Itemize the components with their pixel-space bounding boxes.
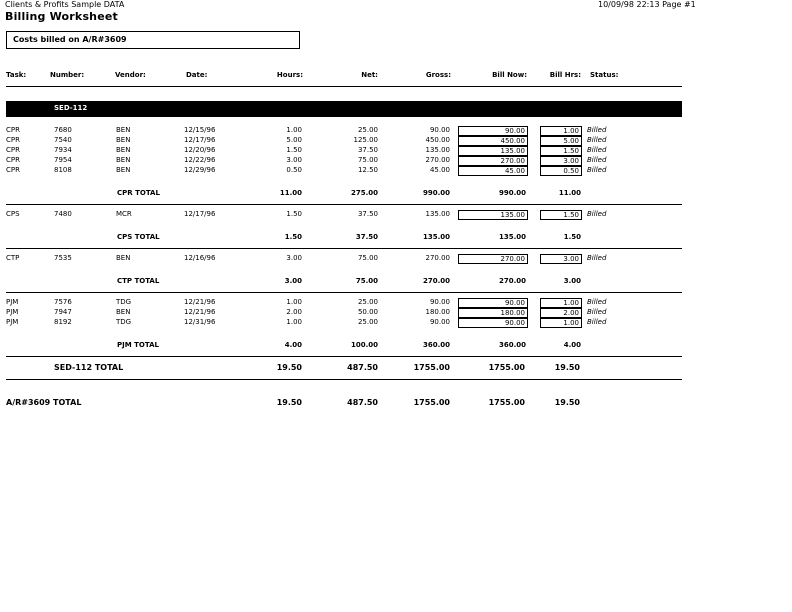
cell-status: Billed	[587, 166, 607, 174]
grand-total-hours: 19.50	[276, 398, 302, 407]
cell-vendor: BEN	[116, 136, 131, 144]
cell-task: CPR	[6, 136, 20, 144]
bill-now-field[interactable]: 90.00	[458, 298, 528, 308]
group-rule	[6, 248, 682, 249]
subtotal-net: 75.00	[355, 277, 378, 285]
subtitle-text: Costs billed on A/R#3609	[13, 35, 127, 44]
cell-date: 12/17/96	[184, 136, 216, 144]
job-total-label: SED-112 TOTAL	[54, 363, 124, 372]
cell-vendor: BEN	[116, 166, 131, 174]
subtotal-bill-now: 990.00	[498, 189, 526, 197]
cell-net: 37.50	[357, 210, 378, 218]
group-rule	[6, 204, 682, 205]
subtotal-net: 275.00	[350, 189, 378, 197]
cell-number: 8108	[54, 166, 72, 174]
cell-gross: 180.00	[425, 308, 450, 316]
job-total-hours: 19.50	[276, 363, 302, 372]
col-vendor: Vendor:	[115, 71, 146, 79]
subtotal-bill-now: 270.00	[498, 277, 526, 285]
cell-task: PJM	[6, 318, 19, 326]
cell-vendor: BEN	[116, 126, 131, 134]
bill-now-field[interactable]: 180.00	[458, 308, 528, 318]
col-bill-hrs: Bill Hrs:	[549, 71, 581, 79]
bill-now-field[interactable]: 90.00	[458, 126, 528, 136]
cell-hours: 3.00	[286, 156, 302, 164]
cell-status: Billed	[587, 156, 607, 164]
cell-date: 12/31/96	[184, 318, 216, 326]
col-net: Net:	[361, 71, 378, 79]
col-hours: Hours:	[276, 71, 303, 79]
cell-status: Billed	[587, 126, 607, 134]
cell-hours: 5.00	[286, 136, 302, 144]
cell-hours: 1.50	[286, 210, 302, 218]
cell-task: CPR	[6, 146, 20, 154]
cell-date: 12/15/96	[184, 126, 216, 134]
subtotal-net: 100.00	[350, 341, 378, 349]
job-total-rule	[6, 379, 682, 380]
bill-now-field[interactable]: 45.00	[458, 166, 528, 176]
cell-task: PJM	[6, 298, 19, 306]
job-band	[6, 101, 682, 117]
subtotal-bill-hrs: 11.00	[558, 189, 581, 197]
cell-date: 12/21/96	[184, 308, 216, 316]
subtotal-label: CTP TOTAL	[117, 277, 160, 285]
cell-number: 7680	[54, 126, 72, 134]
grand-total-gross: 1755.00	[413, 398, 450, 407]
bill-now-field[interactable]: 270.00	[458, 254, 528, 264]
job-total-gross: 1755.00	[413, 363, 450, 372]
cell-net: 125.00	[353, 136, 378, 144]
cell-gross: 270.00	[425, 156, 450, 164]
company-name: Clients & Profits Sample DATA	[5, 0, 125, 9]
subtotal-bill-hrs: 1.50	[563, 233, 581, 241]
bill-now-field[interactable]: 450.00	[458, 136, 528, 146]
cell-date: 12/20/96	[184, 146, 216, 154]
bill-hrs-field[interactable]: 3.00	[540, 254, 582, 264]
bill-hrs-field[interactable]: 0.50	[540, 166, 582, 176]
cell-number: 7540	[54, 136, 72, 144]
job-total-net: 487.50	[347, 363, 378, 372]
cell-vendor: BEN	[116, 254, 131, 262]
job-code: SED-112	[54, 104, 88, 112]
bill-now-field[interactable]: 135.00	[458, 210, 528, 220]
cell-net: 75.00	[357, 156, 378, 164]
col-date: Date:	[186, 71, 208, 79]
col-gross: Gross:	[425, 71, 451, 79]
cell-number: 8192	[54, 318, 72, 326]
cell-status: Billed	[587, 298, 607, 306]
cell-vendor: MCR	[116, 210, 132, 218]
header-rule	[6, 86, 682, 87]
cell-task: CPR	[6, 156, 20, 164]
cell-gross: 135.00	[425, 146, 450, 154]
cell-status: Billed	[587, 146, 607, 154]
subtotal-bill-now: 360.00	[498, 341, 526, 349]
subtotal-bill-hrs: 3.00	[563, 277, 581, 285]
bill-hrs-field[interactable]: 5.00	[540, 136, 582, 146]
bill-hrs-field[interactable]: 1.00	[540, 126, 582, 136]
job-total-bill-now: 1755.00	[488, 363, 525, 372]
cell-gross: 270.00	[425, 254, 450, 262]
subtotal-gross: 135.00	[422, 233, 450, 241]
subtotal-hours: 4.00	[284, 341, 302, 349]
bill-now-field[interactable]: 90.00	[458, 318, 528, 328]
cell-net: 25.00	[357, 126, 378, 134]
grand-total-net: 487.50	[347, 398, 378, 407]
cell-gross: 45.00	[429, 166, 450, 174]
subtotal-hours: 11.00	[279, 189, 302, 197]
cell-vendor: TDG	[116, 298, 132, 306]
cell-hours: 1.50	[286, 146, 302, 154]
cell-gross: 90.00	[429, 298, 450, 306]
cell-status: Billed	[587, 318, 607, 326]
bill-hrs-field[interactable]: 1.50	[540, 146, 582, 156]
cell-status: Billed	[587, 254, 607, 262]
cell-vendor: TDG	[116, 318, 132, 326]
cell-hours: 0.50	[286, 166, 302, 174]
cell-net: 37.50	[357, 146, 378, 154]
group-rule	[6, 356, 682, 357]
cell-hours: 3.00	[286, 254, 302, 262]
cell-status: Billed	[587, 308, 607, 316]
bill-now-field[interactable]: 270.00	[458, 156, 528, 166]
subtotal-gross: 990.00	[422, 189, 450, 197]
bill-now-field[interactable]: 135.00	[458, 146, 528, 156]
cell-vendor: BEN	[116, 156, 131, 164]
cell-task: CPR	[6, 166, 20, 174]
cell-net: 50.00	[357, 308, 378, 316]
subtotal-gross: 360.00	[422, 341, 450, 349]
cell-vendor: BEN	[116, 308, 131, 316]
cell-gross: 90.00	[429, 318, 450, 326]
grand-total-bill-now: 1755.00	[488, 398, 525, 407]
cell-net: 25.00	[357, 298, 378, 306]
bill-hrs-field[interactable]: 1.00	[540, 298, 582, 308]
cell-number: 7934	[54, 146, 72, 154]
cell-status: Billed	[587, 136, 607, 144]
group-rule	[6, 292, 682, 293]
subtotal-bill-now: 135.00	[498, 233, 526, 241]
subtitle-box	[6, 31, 300, 49]
cell-gross: 450.00	[425, 136, 450, 144]
job-total-bill-hrs: 19.50	[554, 363, 580, 372]
cell-task: CPS	[6, 210, 20, 218]
cell-hours: 2.00	[286, 308, 302, 316]
cell-hours: 1.00	[286, 298, 302, 306]
cell-net: 75.00	[357, 254, 378, 262]
bill-hrs-field[interactable]: 2.00	[540, 308, 582, 318]
cell-date: 12/16/96	[184, 254, 216, 262]
cell-status: Billed	[587, 210, 607, 218]
cell-net: 12.50	[357, 166, 378, 174]
cell-number: 7947	[54, 308, 72, 316]
subtotal-hours: 3.00	[284, 277, 302, 285]
bill-hrs-field[interactable]: 3.00	[540, 156, 582, 166]
cell-gross: 135.00	[425, 210, 450, 218]
cell-task: PJM	[6, 308, 19, 316]
cell-hours: 1.00	[286, 318, 302, 326]
cell-date: 12/17/96	[184, 210, 216, 218]
cell-number: 7954	[54, 156, 72, 164]
bill-hrs-field[interactable]: 1.50	[540, 210, 582, 220]
grand-total-bill-hrs: 19.50	[554, 398, 580, 407]
subtotal-bill-hrs: 4.00	[563, 341, 581, 349]
grand-total-label: A/R#3609 TOTAL	[6, 398, 82, 407]
cell-date: 12/21/96	[184, 298, 216, 306]
col-bill-now: Bill Now:	[492, 71, 527, 79]
cell-date: 12/22/96	[184, 156, 216, 164]
col-task: Task:	[6, 71, 27, 79]
cell-number: 7480	[54, 210, 72, 218]
subtotal-gross: 270.00	[422, 277, 450, 285]
cell-number: 7535	[54, 254, 72, 262]
cell-hours: 1.00	[286, 126, 302, 134]
report-timestamp: 10/09/98 22:13 Page #1	[598, 0, 696, 9]
report-title: Billing Worksheet	[5, 10, 118, 23]
cell-vendor: BEN	[116, 146, 131, 154]
cell-task: CTP	[6, 254, 20, 262]
subtotal-label: CPS TOTAL	[117, 233, 160, 241]
subtotal-hours: 1.50	[284, 233, 302, 241]
cell-date: 12/29/96	[184, 166, 216, 174]
col-status: Status:	[590, 71, 619, 79]
col-number: Number:	[50, 71, 85, 79]
subtotal-label: CPR TOTAL	[117, 189, 160, 197]
subtotal-label: PJM TOTAL	[117, 341, 159, 349]
cell-number: 7576	[54, 298, 72, 306]
bill-hrs-field[interactable]: 1.00	[540, 318, 582, 328]
cell-task: CPR	[6, 126, 20, 134]
cell-net: 25.00	[357, 318, 378, 326]
subtotal-net: 37.50	[355, 233, 378, 241]
cell-gross: 90.00	[429, 126, 450, 134]
